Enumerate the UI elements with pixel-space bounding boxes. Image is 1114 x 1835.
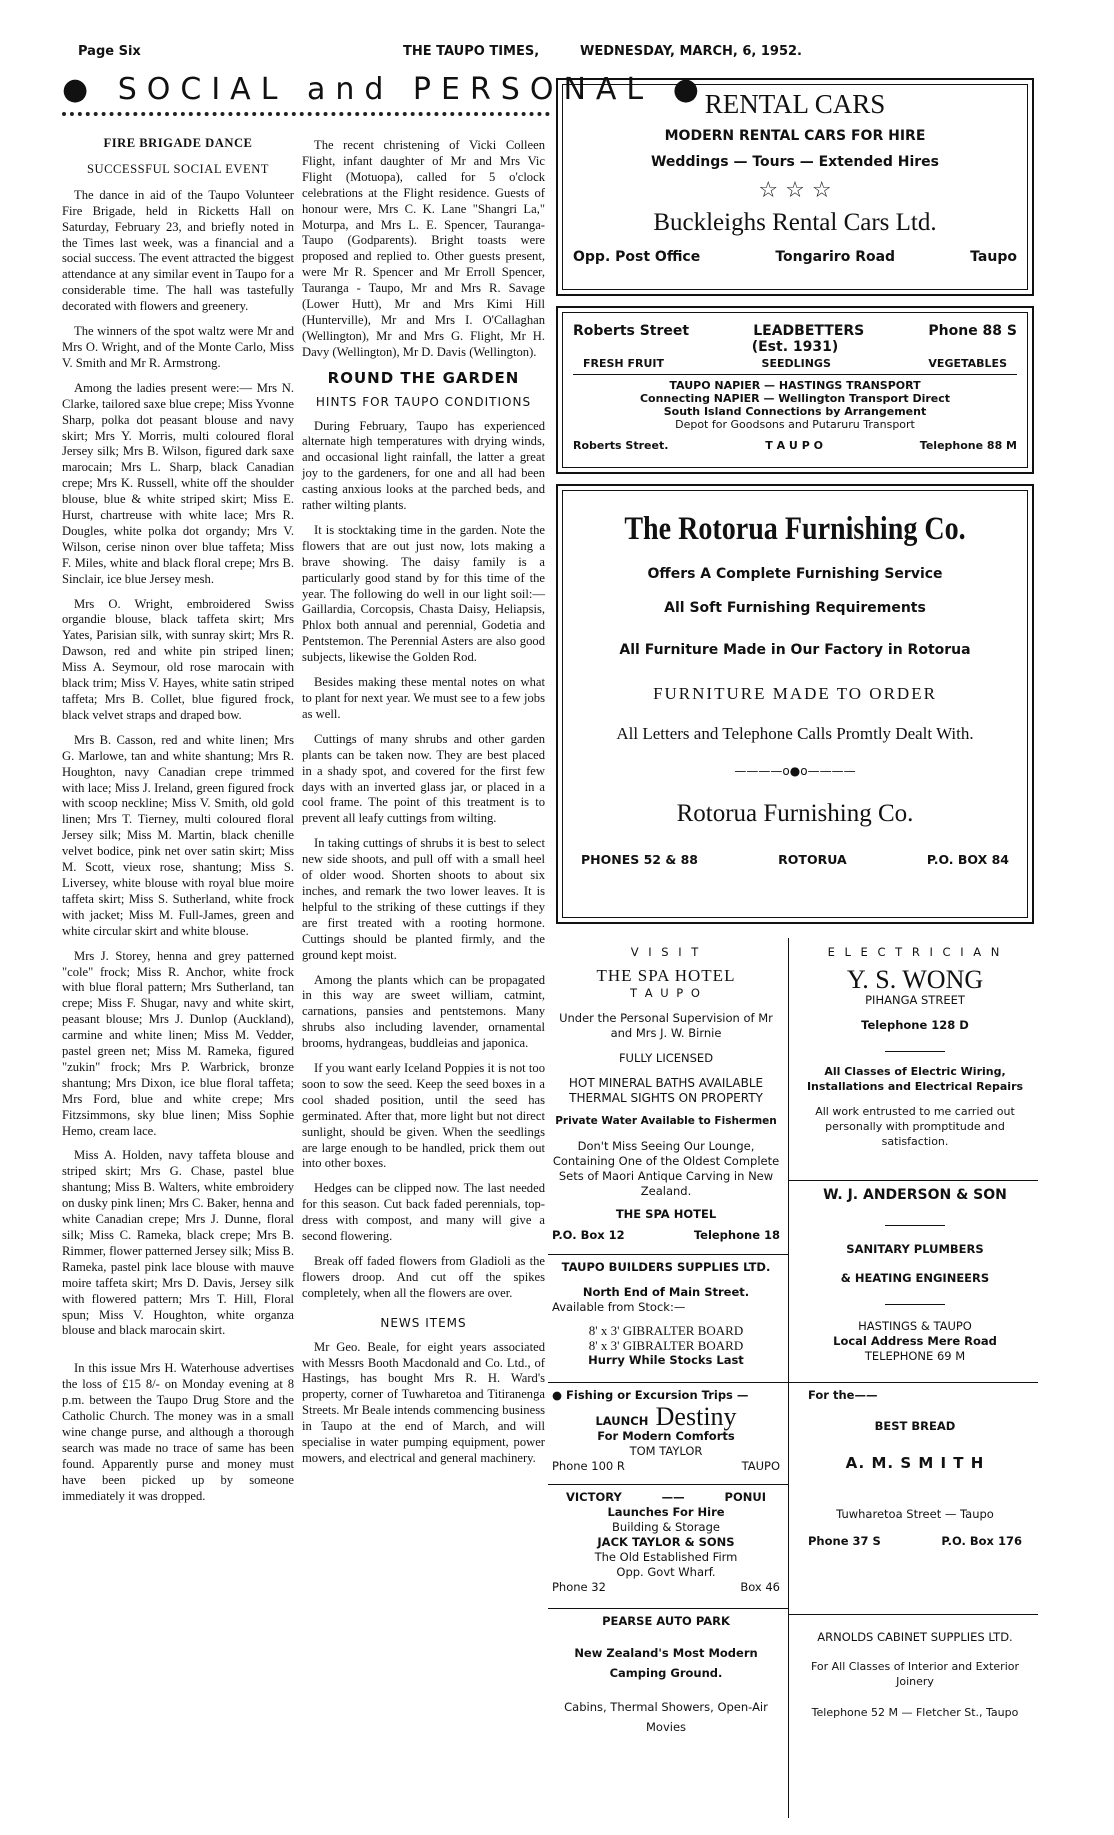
lead-transport-3: South Island Connections by Arrangement [663,405,927,418]
lead-seedlings: SEEDLINGS [761,357,831,370]
article-paragraph: Miss A. Holden, navy taffeta blouse and striped skirt; Mrs G. Chase, pastel blue shantung; Miss B. Walters, white embroidery on dusky pink linen; Mrs C. Baker, henna and white Canadian crepe; Mrs J. Dunne, floral silk; Miss C. Rameka, black crepe; Mrs B. Rimmer, flower patterned Jersey silk; Miss B. Rameka, pastel pink lace blouse with mauve moire taffeta skirt; Mrs D. Davis, Jersey silk with flowered pattern; Mrs T. Hill, Floral spun; Miss V. Houghton, white organza blouse and black marocain skirt. [62,1148,294,1338]
ad-rotorua-furnishing [556,484,1034,924]
divider [788,1180,1038,1181]
christening-paragraph: The recent christening of Vicki Colleen Flight, infant daughter of Mr and Mrs Vic Flight (Motuopa), called for 5 o'clock celebrations at the Flight residence. Guests of honour were, Mrs C. K. Lane "Shangri La," Moturpa, and Mrs L. E. Spencer, Tauranga-Taupo (Godparents). Bright toasts were proposed and replied to. Other guests present, were Mr R. Spencer and Mr Erroll Spencer, Tauranga - Taupo, Mr and Mrs R. Savage (Lower Hutt), Mr and Mrs Kimi Hill (Hunterville), Mr and Mrs I. O'Callaghan (Wellington), Mr and Mrs G. Flight, Mr H. Davy (Wellington), Mr D. Davis (Wellington). [302,138,545,359]
lead-street: Roberts Street [573,323,690,339]
launch-name: Destiny [655,1402,737,1431]
masthead: THE TAUPO TIMES, [403,44,540,59]
wong-street: PIHANGA STREET [865,993,965,1007]
divider [788,1382,1038,1383]
divider [885,1304,945,1305]
smith-name: A. M. S M I T H [845,1454,985,1472]
builders-hurry: Hurry While Stocks Last [588,1353,744,1367]
smith-street: Tuwharetoa Street — Taupo [836,1507,994,1521]
lead-bottom-town: T A U P O [765,439,823,452]
lead-fruit: FRESH FRUIT [583,357,664,370]
news-paragraph: Mr Geo. Beale, for eight years associated with Messrs Booth Macdonald and Co. Ltd., of Hastings, has bought Mrs R. H. Ward's property, corner of Tuwharetoa and Titiranenga Streets. Mr Beale intends commencing business in Taupo at the end of March, and will specialise in water pumping equipment, power mowers, and electrical and general machinery. [302,1339,545,1465]
divider [788,1614,1038,1615]
ad-anderson [796,1188,1034,1364]
spa-supervision: Under the Personal Supervision of Mr and Mrs J. W. Birnie [559,1011,773,1040]
spa-tel: Telephone 18 [693,1228,780,1242]
lead-veg: VEGETABLES [928,357,1007,370]
subheadline-social-event: SUCCESSFUL SOCIAL EVENT [86,161,269,176]
builders-name: TAUPO BUILDERS SUPPLIES LTD. [561,1260,771,1274]
spa-visit: V I S I T [630,945,702,959]
ad-rental-right: Taupo [970,249,1017,265]
lead-transport-4: Depot for Goodsons and Putaruru Transport [675,418,915,431]
rot-line-5: All Letters and Telephone Calls Promtly Dealt With. [616,724,974,743]
smith-for: For the—— [808,1388,878,1402]
spa-name-2: THE SPA HOTEL [615,1207,717,1221]
garden-paragraph: If you want early Iceland Poppies it is not too soon to sow the seed. Keep the seed boxes in a cool shaded position, until the seed has germinated. After that, more light but not direct sunlight, should be given. When the seedlings are large enough to be handled, prick them out into other boxes. [302,1061,545,1171]
victory-name: JACK TAYLOR & SONS [597,1535,735,1549]
article-paragraph: The dance in aid of the Taupo Volunteer Fire Brigade, held in Ricketts Hall on Saturday, February 23, and briefly noted in the Times last week, was a financial and a social success. The event attracted the biggest attendance at any similar event in Taupo for a considerable time. The hall was tastefully decorated with flowers and greenery. [62,187,294,314]
builders-stock: Available from Stock:— [552,1300,686,1314]
garden-paragraph: Among the plants which can be propagated in this way are sweet william, catmint, carnations, pansies and pentstemons. Many shrubs also including lavender, ornamental brooms, hydrangeas, buddleias and japonica. [302,972,545,1051]
rot-title: The Rotorua Furnishing Co. [624,511,966,547]
pearse-name: PEARSE AUTO PARK [602,1614,730,1628]
ad-pearse-auto-park [552,1614,780,1737]
issue-date: WEDNESDAY, MARCH, 6, 1952. [580,44,802,59]
subheadline-garden: HINTS FOR TAUPO CONDITIONS [315,394,532,409]
column-social [62,130,294,1514]
anderson-l1: SANITARY PLUMBERS [846,1242,984,1256]
ad-rental-title: RENTAL CARS [704,89,886,119]
victory: VICTORY [566,1490,622,1504]
victory-l3: The Old Established Firm [594,1550,738,1564]
lead-transport-2: Connecting NAPIER — Wellington Transport Direct [639,392,951,405]
headline-fire-brigade: FIRE BRIGADE DANCE [103,136,253,150]
rot-line-3: All Furniture Made in Our Factory in Rotorua [619,642,971,658]
lead-bottom-tel: Telephone 88 M [919,439,1017,452]
section-title: ● SOCIAL and PERSONAL ● [62,72,709,107]
pearse-l2: Cabins, Thermal Showers, Open-Air Movies [564,1700,768,1734]
arnolds-l1: For All Classes of Interior and Exterior Joinery [810,1660,1020,1688]
divider [548,1254,788,1255]
garden-paragraph: During February, Taupo has experienced alternate high temperatures with drying winds, and occasional light rainfall, the latter a great joy to the gardeners, for one and all had been casting anxious looks at the parched beds, and rather wilting plants. [302,418,545,513]
anderson-l3: HASTINGS & TAUPO [858,1319,972,1333]
rot-box: P.O. BOX 84 [926,852,1009,867]
title-divider [62,112,550,122]
divider [885,1225,945,1226]
launch-town: TAUPO [741,1459,780,1473]
divider [548,1484,788,1485]
lead-est: (Est. 1931) [751,339,839,355]
ad-rental-name: Buckleighs Rental Cars Ltd. [653,209,937,236]
wong-tel: Telephone 128 D [861,1018,969,1032]
lead-bottom-street: Roberts Street. [573,439,669,452]
builders-item: 8' x 3' GIBRALTER BOARD [588,1323,744,1338]
anderson-l2: & HEATING ENGINEERS [840,1271,990,1285]
column-rule [788,938,789,1818]
ad-arnolds [796,1630,1034,1720]
builders-item: 8' x 3' GIBRALTER BOARD [588,1338,744,1353]
rot-town: ROTORUA [778,852,847,867]
rot-line-1: Offers A Complete Furnishing Service [647,566,943,582]
anderson-name: W. J. ANDERSON & SON [823,1187,1007,1203]
ad-spa-hotel [552,945,780,1243]
smith-phone: Phone 37 S [808,1534,881,1548]
victory-phone: Phone 32 [552,1580,606,1594]
spa-licensed: FULLY LICENSED [618,1051,714,1065]
spa-baths: HOT MINERAL BATHS AVAILABLE THERMAL SIGHTS ON PROPERTY [568,1076,764,1105]
ad-launch-destiny [552,1388,780,1474]
spa-lounge: Don't Miss Seeing Our Lounge, Containing One of the Oldest Complete Sets of Maori Antique Carving in New Zealand. [552,1139,780,1198]
victory-box: Box 46 [740,1580,780,1594]
divider [573,374,1017,375]
anderson-l5: TELEPHONE 69 M [864,1349,966,1363]
garden-paragraph: Hedges can be clipped now. The last needed for this season. Cut back faded perennials, top-dress with compost, and many will give a second flowering. [302,1181,545,1244]
article-paragraph: Mrs J. Storey, henna and grey patterned "cole" frock; Miss R. Anchor, white frock with blue floral pattern; Mrs Sutherland, tan crepe; Miss F. Shugar, navy and white skirt, peasant blouse; Mrs J. Dunlop (Auckland), carmine and white linen; Miss M. Vedder, pastel green net; Miss M. Rameka, figured "zukin" frock; Mrs P. Warbrick, bronze shantung; Mrs Dixon, ice blue floral taffeta; Mrs Ford, blue and white crepe; Mrs Fitzsimmons, sky blue linen; Miss Sophie Hemo, cream lace. [62,948,294,1138]
spa-town: T A U P O [630,986,702,1000]
ad-am-smith [796,1388,1034,1549]
builders-loc: North End of Main Street. [582,1285,750,1299]
ad-rental-mid: Tongariro Road [775,249,896,265]
ad-rental-line: Weddings — Tours — Extended Hires [650,154,940,170]
wong-name: Y. S. WONG [846,965,984,994]
victory-l1: Launches For Hire [607,1505,725,1519]
launch-owner: TOM TAYLOR [629,1444,703,1458]
column-garden [302,138,545,1476]
launch-label: LAUNCH [595,1414,649,1428]
divider [548,1608,788,1609]
wong-l2: All work entrusted to me carried out personally with promptitude and satisfaction. [815,1105,1015,1148]
ad-taupo-builders [552,1260,780,1368]
launch-phone: Phone 100 R [552,1459,625,1473]
headline-news-items: NEWS ITEMS [380,1315,467,1330]
ad-leadbetters [556,306,1034,474]
spa-water: Private Water Available to Fishermen [555,1115,777,1127]
smith-box: P.O. Box 176 [941,1534,1022,1548]
garden-paragraph: It is stocktaking time in the garden. Note the flowers that are out just now, lots making a brave showing. The daisy family is a particularly good stand by for this time of the year. The following do well in our light soil:—Gaillardia, Corcopsis, Chasta Daisy, Heliapsis, Phlox both annual and perennial, Godetia and Pentstemon. The Perennial Asters are also good subjects, likewise the Golden Rod. [302,522,545,665]
page-number: Page Six [78,44,141,59]
article-paragraph: In this issue Mrs H. Waterhouse advertises the loss of £15 8/- on Monday evening at 8 p.m. between the Taupo Drug Store and the Catholic Church. The money was in a small wine change purse, and although a thorough search was made no trace of same has been found. Apparently purse and money must have been picked up by someone immediately it was dropped. [62,1361,294,1503]
garden-paragraph: In taking cuttings of shrubs it is best to select new side shoots, and pull off with a small heel of older wood. Shorten shoots to about six inches, and remark the two lower leaves. It is helpful to the striking of these cuttings if they are first treated with a rooting hormone. Cuttings should be planted firmly, and the ground kept moist. [302,836,545,962]
launch-head: ● Fishing or Excursion Trips — [552,1388,749,1402]
lead-name: LEADBETTERS [753,323,865,339]
victory-l2: Building & Storage [612,1520,720,1534]
victory-l4: Opp. Govt Wharf. [616,1565,716,1579]
ponui: PONUI [724,1490,766,1504]
wong-elec: E L E C T R I C I A N [827,945,1003,959]
garden-paragraph: Besides making these mental notes on what to plant for next year. We must see to a few jobs as well. [302,675,545,721]
article-paragraph: Among the ladies present were:— Mrs N. Clarke, tailored saxe blue crepe; Miss Yvonne Sharp, polka dot peasant blouse and navy skirt; Mrs Y. Morris, multi coloured floral Jersey silk; Mrs B. Wilson, figured dark saxe marocain; Mrs L. Sharp, black Canadian crepe; Mrs K. Russell, white off the shoulder blouse, blue & white striped skirt; Miss E. Hurst, chartreuse with white lace; Mrs R. Dougles, white polka dot organdy; Mrs V. Wilson, cerise ninon over blue taffeta; Miss F. Miles, white and black floral crepe; Mrs B. Sinclair, ice blue Jersey mesh. [62,380,294,586]
divider [885,1051,945,1052]
ad-rental-sub: MODERN RENTAL CARS FOR HIRE [664,128,926,144]
divider [548,1382,788,1383]
ad-rental-left: Opp. Post Office [573,249,701,265]
smith-bread: BEST BREAD [874,1419,956,1433]
arnolds-name: ARNOLDS CABINET SUPPLIES LTD. [817,1630,1013,1644]
article-paragraph: Mrs O. Wright, embroidered Swiss organdie blouse, black taffeta skirt; Mrs Yates, Parisian silk, with sunray skirt; Mrs R. Dawson, red and white pin striped linen; Miss A. Seymour, old rose marocain with black trim; Miss V. Hayes, white satin striped taffeta; Mrs B. Collet, blue figured frock, black velvet straps and draped bow. [62,596,294,722]
pearse-l1: New Zealand's Most Modern Camping Ground. [574,1646,758,1680]
launch-comfort: For Modern Comforts [597,1429,735,1443]
anderson-l4: Local Address Mere Road [833,1334,997,1348]
star-icon: ☆ ☆ ☆ [758,178,832,203]
arnolds-tel: Telephone 52 M — Fletcher St., Taupo [811,1706,1019,1719]
rot-name: Rotorua Furnishing Co. [676,800,914,827]
garden-paragraph: Break off faded flowers from Gladioli as the flowers droop. And cut off the spikes completely, when all the flowers are over. [302,1254,545,1300]
spa-box: P.O. Box 12 [552,1228,625,1242]
article-paragraph: The winners of the spot waltz were Mr and Mrs O. Wright, and of the Monte Carlo, Miss V. Smith and Mr R. Armstrong. [62,324,294,370]
ad-victory-ponui: VICTORY —— PONUI Launches For Hire Building & Storage JACK TAYLOR & SONS The Old Established Firm Opp. Govt Wharf. Phone 32 Box 46 [552,1490,780,1594]
garden-paragraph: Cuttings of many shrubs and other garden plants can be taken now. They are best placed in a shady spot, and covered for the first few days with an inverted glass jar, or placed in a cool frame. The point of this treatment is to prevent all leafy cuttings from wilting. [302,731,545,826]
spa-name: THE SPA HOTEL [596,966,736,985]
section-title-text: SOCIAL and PERSONAL [117,72,654,107]
ad-ys-wong [796,945,1034,1149]
ad-rental-cars [556,78,1034,296]
headline-garden: ROUND THE GARDEN [327,368,520,387]
rot-line-4: FURNITURE MADE TO ORDER [653,684,937,703]
lead-phone: Phone 88 S [928,323,1017,339]
rot-phones: PHONES 52 & 88 [581,852,698,867]
lead-transport-1: TAUPO NAPIER — HASTINGS TRANSPORT [669,379,921,392]
rot-line-2: All Soft Furnishing Requirements [664,600,926,616]
wong-l1: All Classes of Electric Wiring, Installations and Electrical Repairs [806,1065,1024,1093]
article-paragraph: Mrs B. Casson, red and white linen; Mrs G. Marlowe, tan and white shantung; Mrs R. Houghton, navy Canadian crepe trimmed with lace; Miss J. Ireland, green figured frock with scoop neckline; Miss V. Smith, old gold linen; Mrs T. Tierney, multi coloured floral Jersey silk; Miss M. Martin, black chenille velvet bodice, pink net over satin skirt; Miss M. Scott, vieux rose, shantung; Miss S. Liversey, white blouse with royal blue moire taffeta skirt; Miss S. Sutherland, white frock with jacket; Miss M. Full-James, green and white circular skirt and white blouse. [62,732,294,938]
ornament: ————o●o———— [734,764,856,778]
